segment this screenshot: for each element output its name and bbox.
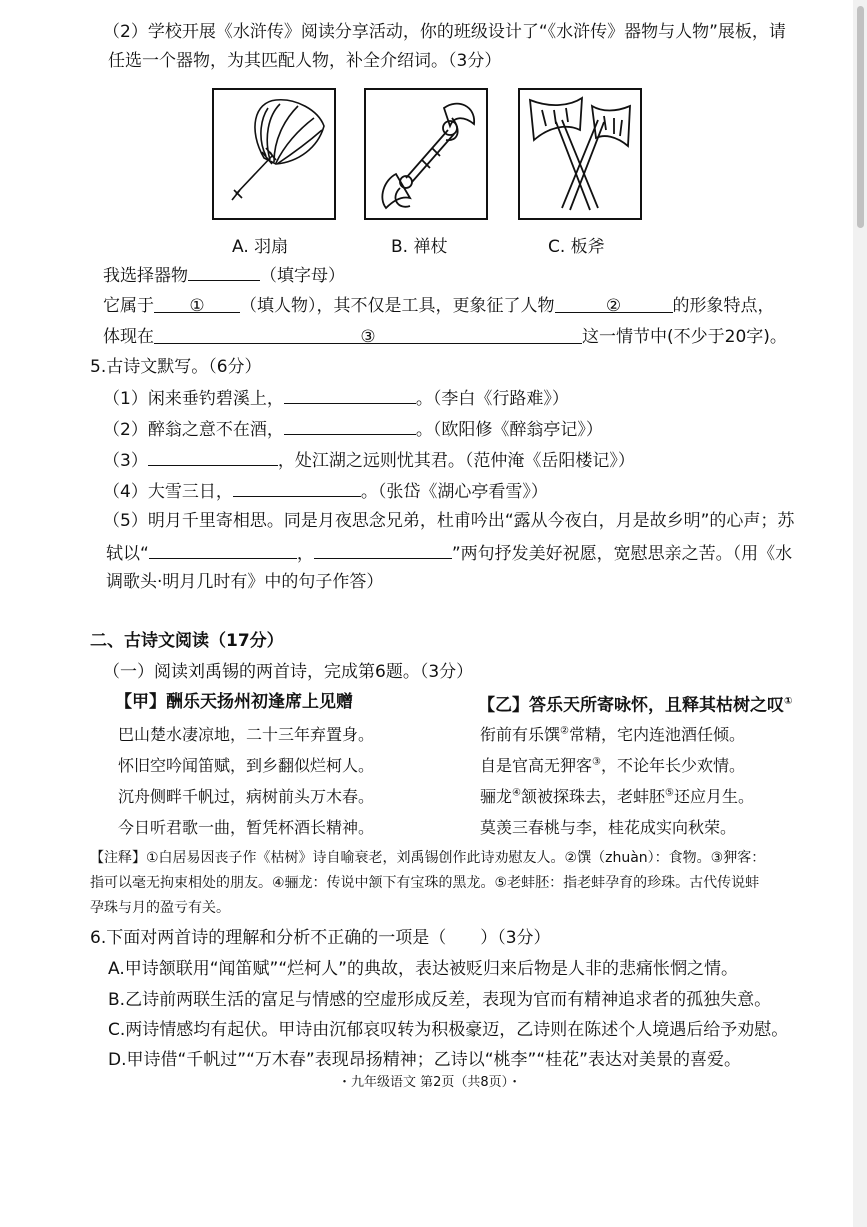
poem-yi-line3-a: 骊龙 — [480, 787, 513, 806]
reflect-suffix: 这一情节中(不少于20字)。 — [582, 327, 787, 347]
poem-yi-line2 — [480, 753, 745, 776]
q5-item5-line3: 调歌头·明月几时有》中的句子作答） — [106, 572, 384, 592]
caption-b: B. 禅杖 — [391, 237, 448, 257]
vertical-scrollbar[interactable] — [853, 0, 867, 1227]
q5-item5-blank2[interactable] — [314, 540, 452, 559]
q6-stem: 6.下面对两首诗的理解和分析不正确的一项是（ ）（3分） — [90, 928, 551, 948]
poem-yi-line2-b: ，不论年长少欢情。 — [600, 756, 745, 775]
choose-prefix: 我选择器物 — [103, 266, 188, 286]
caption-c: C. 板斧 — [548, 237, 605, 257]
blank-1[interactable]: ① — [154, 294, 240, 313]
poem-yi-line3-b: 颔被探珠去，老蚌胚 — [520, 787, 665, 806]
q5-item3 — [103, 447, 635, 473]
belongs-prefix: 它属于 — [103, 296, 154, 316]
poem-yi-line2-a: 自是官高无狎客 — [480, 756, 593, 775]
blank-3[interactable]: ③ — [154, 325, 582, 344]
q5-item3-post: ，处江湖之远则忧其君。（范仲淹《岳阳楼记》） — [277, 451, 635, 471]
blank-2[interactable]: ② — [555, 294, 673, 313]
q5-item1-post: 。（李白《行路难》） — [415, 389, 569, 409]
poem-yi-line3-sup1: ④ — [512, 787, 521, 799]
poem-jia-title: 【甲】酬乐天扬州初逢席上见赠 — [115, 692, 353, 712]
notes-line1: 【注释】①白居易因丧子作《枯树》诗自喻衰老，刘禹锡创作此诗劝慰友人。②馔（zhuàn）：食物。③狎客： — [90, 850, 766, 866]
monk-staff-image — [364, 88, 488, 220]
poem-jia-line4: 今日听君歌一曲，暂凭杯酒长精神。 — [118, 818, 375, 837]
belongs-line — [103, 294, 775, 318]
poem-jia-line1: 巴山楚水凄凉地，二十三年弃置身。 — [118, 725, 375, 744]
section2-sub: （一）阅读刘禹锡的两首诗，完成第6题。（3分） — [103, 662, 474, 682]
poem-jia-line2: 怀旧空吟闻笛赋，到乡翻似烂柯人。 — [118, 756, 375, 775]
q5-item4 — [103, 478, 548, 504]
poem-yi-title-sup: ① — [784, 696, 793, 707]
q5-item2-pre: （2）醉翁之意不在酒， — [103, 420, 284, 440]
feather-fan-icon — [214, 90, 334, 218]
poem-yi-line4-a: 莫羡三春桃与李，桂花成实向秋荣。 — [480, 818, 737, 837]
q5-item1 — [103, 385, 569, 411]
caption-a: A. 羽扇 — [232, 237, 289, 257]
poem-yi-line4 — [480, 815, 736, 838]
poem-yi-line1 — [480, 722, 745, 745]
poem-jia-line3: 沉舟侧畔千帆过，病树前头万木春。 — [118, 787, 375, 806]
q4-2-line1: （2）学校开展《水浒传》阅读分享活动，你的班级设计了“《水浒传》器物与人物”展板，请 — [103, 22, 786, 42]
belongs-mid: （填人物），其不仅是工具，更象征了人物 — [240, 296, 555, 316]
q5-item4-pre: （4）大雪三日， — [103, 482, 233, 502]
poem-yi-line3 — [480, 784, 754, 807]
poem-yi-line1-b: 常精，宅内连池酒任倾。 — [568, 725, 745, 744]
q5-item2 — [103, 416, 603, 442]
poem-yi-line3-sup2: ⑤ — [665, 787, 674, 799]
choose-suffix: （填字母） — [260, 266, 345, 286]
q5-item4-post: 。（张岱《湖心亭看雪》） — [360, 482, 548, 502]
q5-item1-pre: （1）闲来垂钓碧溪上， — [103, 389, 284, 409]
poem-yi-line1-sup: ② — [560, 725, 569, 737]
poem-yi-title-text: 【乙】答乐天所寄咏怀，且释其枯树之叹 — [478, 695, 784, 716]
belongs-suffix: 的形象特点， — [672, 296, 775, 316]
q5-item5-line1: （5）明月千里寄相思。同是月夜思念兄弟，杜甫吟出“露从今夜白，月是故乡明”的心声；苏 — [103, 511, 795, 531]
page-footer: ・九年级语文 第2页（共8页）・ — [338, 1075, 522, 1090]
reflect-line — [103, 325, 787, 349]
monk-staff-icon — [366, 90, 486, 218]
poem-yi-line1-a: 衔前有乐馔 — [480, 725, 561, 744]
section2-title: 二、古诗文阅读（17分） — [90, 631, 284, 651]
axes-icon — [520, 90, 640, 218]
q5-item5-blank1[interactable] — [149, 540, 297, 559]
q6-option-a: A.甲诗颔联用“闻笛赋”“烂柯人”的典故，表达被贬归来后物是人非的悲痛怅惘之情。 — [108, 959, 738, 979]
notes-line2: 指可以毫无拘束相处的朋友。④骊龙：传说中颔下有宝珠的黑龙。⑤老蚌胚：指老蚌孕育的珍珠。古代传说蚌 — [90, 875, 760, 891]
poem-yi-line2-sup: ③ — [592, 756, 601, 768]
scrollbar-thumb[interactable] — [857, 6, 864, 228]
q5-item5-post: ”两句抒发美好祝愿，宽慰思亲之苦。（用《水 — [451, 544, 793, 564]
q6-option-d: D.甲诗借“千帆过”“万木春”表现昂扬精神；乙诗以“桃李”“桂花”表达对美景的喜爱。 — [108, 1050, 741, 1070]
q5-item2-blank[interactable] — [284, 416, 416, 435]
q5-item1-blank[interactable] — [284, 385, 416, 404]
poem-yi-line3-c: 还应月生。 — [673, 787, 754, 806]
axes-image — [518, 88, 642, 220]
q4-2-line2: 任选一个器物，为其匹配人物，补全介绍词。（3分） — [108, 51, 502, 71]
feather-fan-image — [212, 88, 336, 220]
q5-title: 5.古诗文默写。（6分） — [90, 357, 262, 377]
q5-item5-mid: ， — [296, 544, 314, 564]
reflect-prefix: 体现在 — [103, 327, 154, 347]
q5-item3-pre: （3） — [103, 451, 148, 471]
q5-item3-blank[interactable] — [148, 447, 278, 466]
q6-option-b: B.乙诗前两联生活的富足与情感的空虚形成反差，表现为官而有精神追求者的孤独失意。 — [108, 990, 772, 1010]
poem-yi-title — [478, 690, 792, 718]
choose-blank[interactable] — [188, 262, 260, 281]
q5-item5-pre: 轼以“ — [106, 544, 149, 564]
choose-line — [103, 262, 345, 288]
q5-item4-blank[interactable] — [233, 478, 361, 497]
notes-line3: 孕珠与月的盈亏有关。 — [90, 900, 230, 916]
q5-item5-line2 — [106, 540, 792, 566]
q5-item2-post: 。（欧阳修《醉翁亭记》） — [415, 420, 603, 440]
q6-option-c: C.两诗情感均有起伏。甲诗由沉郁哀叹转为积极豪迈，乙诗则在陈述个人境遇后给予劝慰。 — [108, 1020, 789, 1040]
